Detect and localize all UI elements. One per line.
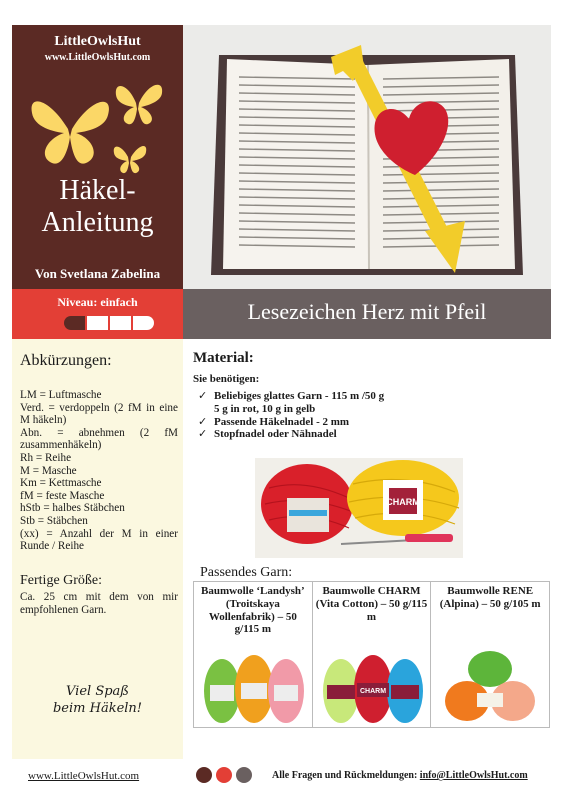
butterfly-icon (116, 85, 162, 125)
material-item (198, 403, 428, 416)
title-line-2: Anleitung (41, 207, 154, 238)
abbreviation-item: (xx) = Anzahl der M in einer Runde / Reihe (20, 527, 178, 553)
material-list (198, 390, 428, 441)
yarn-photo (200, 647, 306, 725)
title-line-1: Häkel- (59, 175, 136, 206)
sidebar (12, 339, 183, 759)
dot-brown (196, 767, 212, 783)
yarn-name: Baumwolle ‘Landysh’ (Troitskaya Wollenfabrik) – 50 g/115 m (201, 585, 305, 636)
abbreviation-item: Km = Kettmasche (20, 477, 102, 490)
butterfly-icon (32, 101, 109, 163)
material-item (198, 390, 428, 403)
material-item (198, 416, 428, 429)
butterflies-illustration (28, 71, 178, 181)
yarn-cell (431, 582, 549, 727)
butterfly-icon (114, 146, 147, 173)
pattern-subtitle: Lesezeichen Herz mit Pfeil (247, 299, 487, 324)
abbreviations-heading: Abkürzungen: (20, 352, 112, 369)
yarn-cell (313, 582, 432, 727)
decorative-dots (196, 767, 252, 783)
closing-note (12, 683, 183, 717)
abbreviation-item: Rh = Reihe (20, 451, 72, 464)
author: Von Svetlana Zabelina (34, 266, 161, 281)
finished-size-heading: Fertige Größe: (20, 573, 103, 588)
yarn-photo (319, 647, 425, 725)
material-heading: Material: (193, 350, 254, 366)
material-item (198, 428, 428, 441)
abbreviation-item: hStb = halbes Stäbchen (20, 502, 125, 515)
yarn-name: Baumwolle CHARM (Vita Cotton) – 50 g/115 m (315, 585, 428, 623)
abbreviation-item: Stb = Stäbchen (20, 514, 88, 527)
email-link[interactable]: info@LittleOwlsHut.com (419, 770, 528, 781)
material-item-text: 5 g in rot, 10 g in gelb (214, 402, 316, 415)
yarn-name: Baumwolle RENE (Alpina) – 50 g/105 m (439, 585, 541, 610)
material-item-text: Beliebiges glattes Garn - 115 m /50 g (214, 390, 385, 402)
dot-red (216, 767, 232, 783)
yarn-table (193, 581, 550, 728)
yarn-cell (194, 582, 313, 727)
material-item-text: Passende Häkelnadel - 2 mm (214, 415, 350, 428)
difficulty-segment-filled (64, 316, 85, 330)
website-link[interactable]: www.LittleOwlsHut.com (28, 770, 140, 782)
closing-line-1: Viel Spaß (66, 684, 129, 699)
document-title (12, 175, 183, 239)
yarn-heading: Passendes Garn: (200, 565, 293, 580)
svg-text:CHARM: CHARM (386, 497, 420, 507)
contact-label: Alle Fragen und Rückmeldungen: (272, 770, 418, 781)
abbreviation-item: LM = Luftmasche (20, 389, 102, 401)
abbreviation-item: Abn. = abnehmen (2 fM zusammenhäkeln) (20, 426, 178, 452)
yarn-photo (437, 647, 543, 725)
finished-size-text: Ca. 25 cm mit dem von mir empfohlenen Garn. (20, 591, 178, 616)
level-label: Niveau: einfach (57, 295, 138, 309)
abbreviation-item: fM = feste Masche (20, 489, 105, 502)
material-item-text: Stopfnadel oder Nähnadel (214, 428, 337, 441)
abbreviation-item: M = Masche (20, 464, 77, 477)
difficulty-segment (133, 316, 154, 330)
abbreviations-list (20, 389, 178, 553)
dot-grey (236, 767, 252, 783)
svg-text:CHARM: CHARM (359, 688, 386, 695)
check-icon: ✓ (198, 414, 208, 428)
brand-url[interactable]: www.LittleOwlsHut.com (44, 52, 151, 63)
closing-line-2: beim Häkeln! (52, 701, 143, 716)
material-intro: Sie benötigen: (193, 373, 260, 385)
difficulty-segment (110, 316, 131, 330)
brand-name: LittleOwlsHut (54, 34, 141, 49)
difficulty-segment (87, 316, 108, 330)
yarn-and-hook-photo (255, 458, 463, 558)
check-icon: ✓ (198, 427, 208, 441)
footer-contact (272, 770, 528, 781)
level-panel (12, 289, 183, 339)
book-bookmark-photo (183, 25, 551, 289)
check-icon: ✓ (198, 389, 208, 402)
difficulty-scale (64, 316, 154, 330)
abbreviation-item: Verd. = verdoppeln (2 fM in eine M häkeln) (20, 401, 178, 427)
brand-panel (12, 25, 183, 289)
subtitle-bar (183, 289, 551, 339)
